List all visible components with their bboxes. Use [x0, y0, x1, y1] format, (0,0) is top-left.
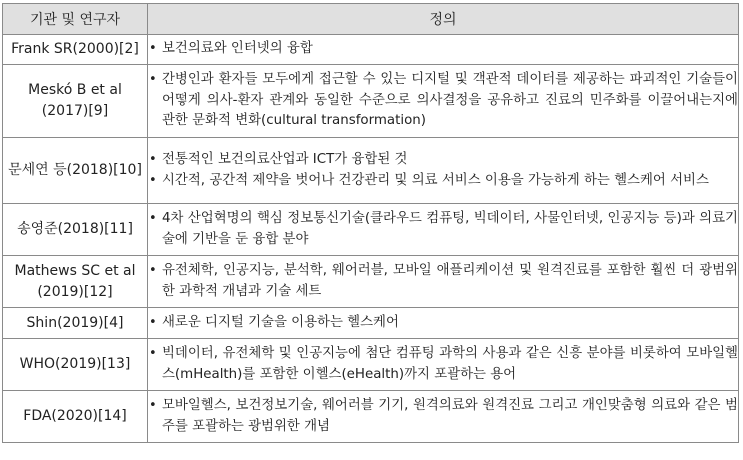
- definition-cell: [148, 339, 739, 391]
- author-cell: Frank SR(2000)[2]: [3, 35, 148, 65]
- definition-cell: [148, 35, 739, 65]
- definition-bullet: • 4차 산업혁명의 핵심 정보통신기술(클라우드 컴퓨팅, 빅데이터, 사물인터넷, 인공지능 등)과 의료기술에 기반을 둔 융합 분야: [148, 209, 738, 250]
- author-cell: WHO(2019)[13]: [3, 339, 148, 391]
- definitions-table: [2, 3, 739, 443]
- author-cell: FDA(2020)[14]: [3, 391, 148, 443]
- table-row: [3, 138, 739, 204]
- definition-cell: [148, 204, 739, 256]
- header-institution-researcher: 기관 및 연구자: [3, 4, 148, 35]
- definition-cell: [148, 308, 739, 339]
- table-header-row: [3, 4, 739, 35]
- author-cell: 송영준(2018)[11]: [3, 204, 148, 256]
- table-row: [3, 256, 739, 308]
- author-cell: Shin(2019)[4]: [3, 308, 148, 339]
- table-row: [3, 391, 739, 443]
- author-cell: Mathews SC et al (2019)[12]: [3, 256, 148, 308]
- table-row: [3, 204, 739, 256]
- definition-cell: [148, 256, 739, 308]
- definition-bullet: • 새로운 디지털 기술을 이용하는 헬스케어: [148, 313, 738, 334]
- definition-bullet: • 모바일헬스, 보건정보기술, 웨어러블 기기, 원격의료와 원격진료 그리고 개인맞춤형 의료와 같은 범주를 포괄하는 광범위한 개념: [148, 396, 738, 437]
- definition-bullet: • 빅데이터, 유전체학 및 인공지능에 첨단 컴퓨팅 과학의 사용과 같은 신흥 분야를 비롯하여 모바일헬스(mHealth)를 포함한 이헬스(eHealth)까지 포괄하는 용어: [148, 344, 738, 385]
- definition-cell: [148, 138, 739, 204]
- definition-bullet: • 보건의료와 인터넷의 융합: [148, 39, 738, 60]
- definition-bullet: • 유전체학, 인공지능, 분석학, 웨어러블, 모바일 애플리케이션 및 원격진료를 포함한 훨씬 더 광범위한 과학적 개념과 기술 세트: [148, 261, 738, 302]
- definition-cell: [148, 391, 739, 443]
- author-cell: 문세연 등(2018)[10]: [3, 138, 148, 204]
- header-definition: 정의: [148, 4, 739, 35]
- definition-bullet: • 전통적인 보건의료산업과 ICT가 융합된 것: [148, 150, 738, 171]
- definition-bullet: • 시간적, 공간적 제약을 벗어나 건강관리 및 의료 서비스 이용을 가능하게 하는 헬스케어 서비스: [148, 171, 738, 192]
- table-row: [3, 65, 739, 138]
- table-row: [3, 35, 739, 65]
- author-cell: Meskó B et al (2017)[9]: [3, 65, 148, 138]
- table-row: [3, 339, 739, 391]
- definition-bullet: • 간병인과 환자들 모두에게 접근할 수 있는 디지털 및 객관적 데이터를 제공하는 파괴적인 기술들이 어떻게 의사-환자 관계와 동일한 수준으로 의사결정을 공유하고 진료의 민주화를 이끌어내는지에 관한 문화적 변화(cultural transformation): [148, 70, 738, 132]
- table-row: [3, 308, 739, 339]
- definition-cell: [148, 65, 739, 138]
